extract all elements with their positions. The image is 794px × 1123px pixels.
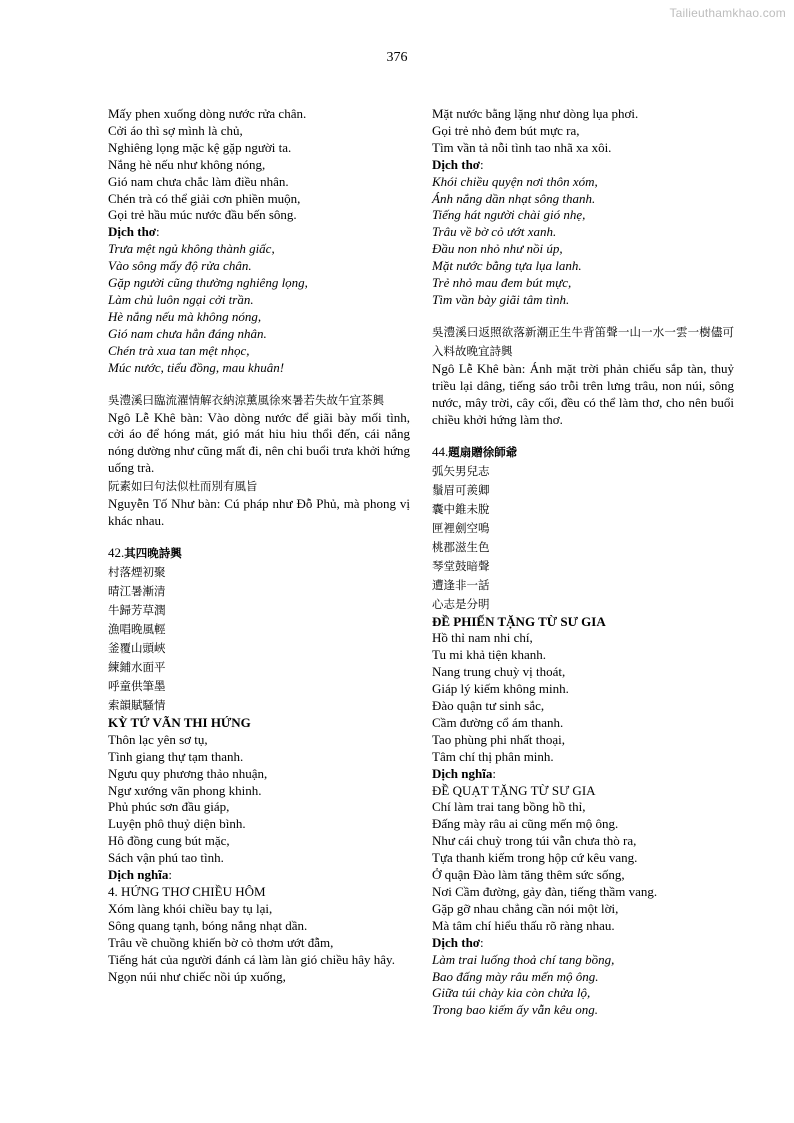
poem-line: Ngư xướng vãn phong khinh.	[108, 782, 262, 798]
poem-line: Ngưu quy phương thảo nhuận,	[108, 765, 268, 781]
dich-tho-line: Hè nắng nếu mà không nóng,	[108, 308, 262, 324]
poem-line: Sách vận phú tao tình.	[108, 850, 224, 866]
translation-line: Sông quang tạnh, bóng nắng nhạt dần.	[108, 917, 308, 933]
poem-line: Thôn lạc yên sơ tụ,	[108, 731, 208, 747]
translation-line: Trâu về chuồng khiến bờ cỏ thơm ướt đẫm,	[108, 934, 334, 950]
translation-line: Tựa thanh kiếm trong hộp cứ kêu vang.	[432, 850, 638, 866]
comment-han-1: 吳澧溪曰臨流濯情解衣納涼薰風徐來暑若失故午宜茶興	[108, 392, 384, 407]
translation-line: Gọi trẻ nhỏ đem bút mực ra,	[432, 122, 580, 138]
dich-tho-line: Làm chủ luôn ngại cởi trần.	[108, 291, 254, 307]
poem-line: Giáp lý kiếm không minh.	[432, 681, 569, 697]
poem-44-number: 44.	[432, 443, 449, 459]
han-line: 琴堂鼓暗聲	[432, 558, 490, 573]
poem-42-number: 42.	[108, 544, 125, 560]
poem-line: Tao phùng phi nhất thoại,	[432, 731, 566, 747]
dich-tho-line: Gió nam chưa hẳn đáng nhân.	[108, 325, 267, 341]
poem-42-title-vn: KỲ TỨ VÃN THI HỨNG	[108, 714, 251, 730]
comment-han-2: 阮素如曰句法似杜而別有風旨	[108, 479, 258, 494]
translation-line: Gặp gỡ nhau chẳng cần nói một lời,	[432, 900, 619, 916]
dich-tho-label: Dịch thơ	[432, 156, 481, 172]
dich-tho-heading: Dịch thơ:	[432, 156, 484, 172]
page-number: 376	[386, 50, 408, 65]
dich-tho-line: Tiếng hát người chài gió nhẹ,	[432, 207, 586, 223]
dich-tho-line: Gặp người cũng thường nghiêng lọng,	[108, 275, 308, 291]
han-line: 匣裡劍空鳴	[432, 520, 490, 535]
translation-line: Ngọn núi như chiếc nồi úp xuống,	[108, 968, 286, 984]
han-line: 漁唱晚風輕	[108, 621, 166, 636]
poem-line: Gọi trẻ hầu múc nước đầu bến sông.	[108, 207, 297, 223]
dich-tho-line: Vào sông mấy độ rửa chân.	[108, 258, 252, 274]
poem-line: Tâm chí thị phân minh.	[432, 748, 554, 764]
poem-line: Hồ thỉ nam nhi chí,	[432, 630, 533, 646]
dich-tho-line: Mặt nước bằng tựa lụa lanh.	[432, 258, 582, 274]
han-line: 桃郡滋生色	[432, 539, 490, 554]
han-line: 遭逢非一話	[432, 577, 490, 592]
han-line: 鬚眉可羨卿	[432, 482, 490, 497]
poem-44-transliteration	[432, 630, 734, 765]
comment-vn-2: Nguyễn Tố Như bàn: Cú pháp như Đỗ Phủ, mà phong vị khác nhau.	[108, 496, 410, 529]
dich-tho-label: Dịch thơ	[108, 224, 157, 240]
dich-tho-line: Chén trà xua tan mệt nhọc,	[108, 342, 250, 358]
watermark: Tailieuthamkhao.com	[669, 6, 786, 20]
poem-42-title-han: 其四晚詩興	[124, 545, 182, 560]
translation-line: Chí làm trai tang bồng hồ thỉ,	[432, 799, 586, 815]
poem-line: Hô đồng cung bút mặc,	[108, 833, 230, 849]
dich-nghia-label: Dịch nghĩa	[108, 867, 169, 883]
dich-tho-line: Khói chiều quyện nơi thôn xóm,	[432, 173, 598, 189]
dich-tho-line: Đầu non nhỏ như nồi úp,	[432, 241, 563, 257]
translation-line: Mà tâm chí hiểu thấu rõ ràng nhau.	[432, 917, 615, 933]
translation-line: Nơi Cầm đường, gảy đàn, tiếng thầm vang.	[432, 884, 658, 899]
han-line: 釜覆山頭峽	[108, 640, 166, 655]
comment-vn-1: Ngô Lễ Khê bàn: Vào dòng nước để giãi bày mối tình, cởi áo để hóng mát, gió mát hiu hiu thổi đến, cái nắng nóng dường như cũng mất đi, nên chi buổi trưa khởi hứng uống trà.	[108, 409, 410, 476]
left-column	[108, 106, 410, 985]
dich-tho-heading: Dịch thơ:	[108, 224, 160, 240]
translation	[432, 799, 734, 934]
poem-continuation	[108, 106, 410, 224]
dich-tho-heading-2: Dịch thơ:	[432, 934, 484, 950]
right-column	[432, 106, 734, 1019]
translation-line: Tìm vần tả nỗi tình tao nhã xa xôi.	[432, 139, 612, 155]
translation-line: Tiếng hát của người đánh cá làm làn gió chiều hây hây.	[108, 951, 395, 967]
poem-44-title-vn: ĐỀ PHIẾN TẶNG TỪ SƯ GIA	[432, 613, 606, 629]
comment-han: 吳澧溪曰返照欲落新潮正生牛背笛聲一山一水一雲一樹儘可入料故晚宜詩興	[432, 324, 734, 358]
poem-line: Nắng hè nếu như không nóng,	[108, 156, 266, 172]
translation-line: Ở quận Đào làm tăng thêm sức sống,	[432, 867, 625, 883]
han-line: 心志是分明	[432, 596, 490, 611]
translation-title: 4. HỨNG THƠ CHIỀU HÔM	[108, 884, 266, 899]
poem-line: Tình giang thự tạm thanh.	[108, 748, 244, 764]
poem-42-han	[108, 563, 410, 715]
poem-44-heading	[432, 443, 734, 462]
translation-continuation	[432, 106, 734, 157]
poem-line: Cầm đường cổ ám thanh.	[432, 714, 564, 730]
dich-tho-line: Trâu về bờ cỏ ướt xanh.	[432, 224, 557, 240]
poem-line: Nang trung chuỳ vị thoát,	[432, 664, 566, 680]
poem-line: Đào quận tư sinh sắc,	[432, 698, 545, 714]
translation-line: Mặt nước bằng lặng như dòng lụa phơi.	[432, 106, 639, 121]
han-line: 牛歸芳草潤	[108, 602, 166, 617]
han-line: 呼童供筆墨	[108, 678, 166, 693]
dich-tho-line: Trong bao kiếm ấy vẫn kêu ong.	[432, 1002, 598, 1018]
translation-line: Xóm làng khói chiều bay tụ lại,	[108, 900, 273, 916]
poem-44-han	[432, 462, 734, 614]
poem-42-transliteration	[108, 732, 410, 867]
poem-line: Tu mi khả tiện khanh.	[432, 647, 546, 663]
comment-vn: Ngô Lễ Khê bàn: Ánh mặt trời phản chiếu sắp tàn, thuỷ triều lại dâng, tiếng sáo trỗi trên lưng trâu, non núi, sông nước, mây trời, cây cối, đều có thể làm thơ, cho nên buổi chiều khởi hứng làm thơ.	[432, 360, 734, 427]
han-line: 弧矢男兒志	[432, 463, 490, 478]
poem-line: Mấy phen xuống dòng nước rửa chân.	[108, 106, 307, 121]
dich-tho-line: Giữa túi chày kia còn chửa lộ,	[432, 985, 591, 1001]
dich-tho-line: Tìm vần bày giãi tâm tình.	[432, 291, 570, 307]
poem-line: Luyện phô thuỷ diện bình.	[108, 816, 246, 832]
dich-nghia-heading: Dịch nghĩa:	[432, 765, 496, 781]
poem-line: Phủ phúc sơn đầu giáp,	[108, 799, 230, 815]
poem-line: Gió nam chưa chắc làm điều nhân.	[108, 173, 289, 189]
han-line: 晴江暑漸清	[108, 583, 166, 598]
dich-tho-line: Trẻ nhỏ mau đem bút mực,	[432, 275, 572, 291]
translation-line: Đấng mày râu ai cũng mến mộ ông.	[432, 816, 619, 832]
han-line: 練鋪水面平	[108, 659, 166, 674]
poem-42-heading	[108, 544, 410, 563]
dich-nghia-label: Dịch nghĩa	[432, 765, 493, 781]
poem-line: Cởi áo thì sợ mình là chủ,	[108, 122, 243, 138]
poem-line: Nghiêng lọng mặc kệ gặp người ta.	[108, 139, 292, 155]
han-line: 囊中錐未脫	[432, 501, 490, 516]
dich-tho-line: Ánh nắng dần nhạt sông thanh.	[432, 190, 596, 206]
dich-tho-label-2: Dịch thơ	[432, 934, 481, 950]
dich-tho-line: Trưa mệt ngủ không thành giấc,	[108, 241, 275, 257]
dich-nghia-heading: Dịch nghĩa:	[108, 867, 172, 883]
translation-title: ĐỀ QUẠT TẶNG TỪ SƯ GIA	[432, 782, 596, 798]
dich-tho-poem	[108, 241, 410, 376]
poem-44-title-han: 題扇贈徐師爺	[448, 444, 518, 459]
translation	[108, 901, 410, 986]
poem-line: Chén trà có thể giải cơn phiền muộn,	[108, 190, 301, 206]
dich-tho-line: Làm trai luống thoả chí tang bồng,	[432, 951, 615, 967]
dich-tho-poem	[432, 174, 734, 309]
han-line: 村落煙初聚	[108, 564, 166, 579]
dich-tho-line: Bao đấng mày râu mến mộ ông.	[432, 968, 599, 984]
translation-line: Như cái chuỳ trong túi vẫn chưa thò ra,	[432, 833, 637, 849]
dich-tho-poem-2	[432, 952, 734, 1020]
han-line: 索韻賦騷情	[108, 697, 166, 712]
dich-tho-line: Múc nước, tiểu đồng, mau khuân!	[108, 359, 285, 375]
